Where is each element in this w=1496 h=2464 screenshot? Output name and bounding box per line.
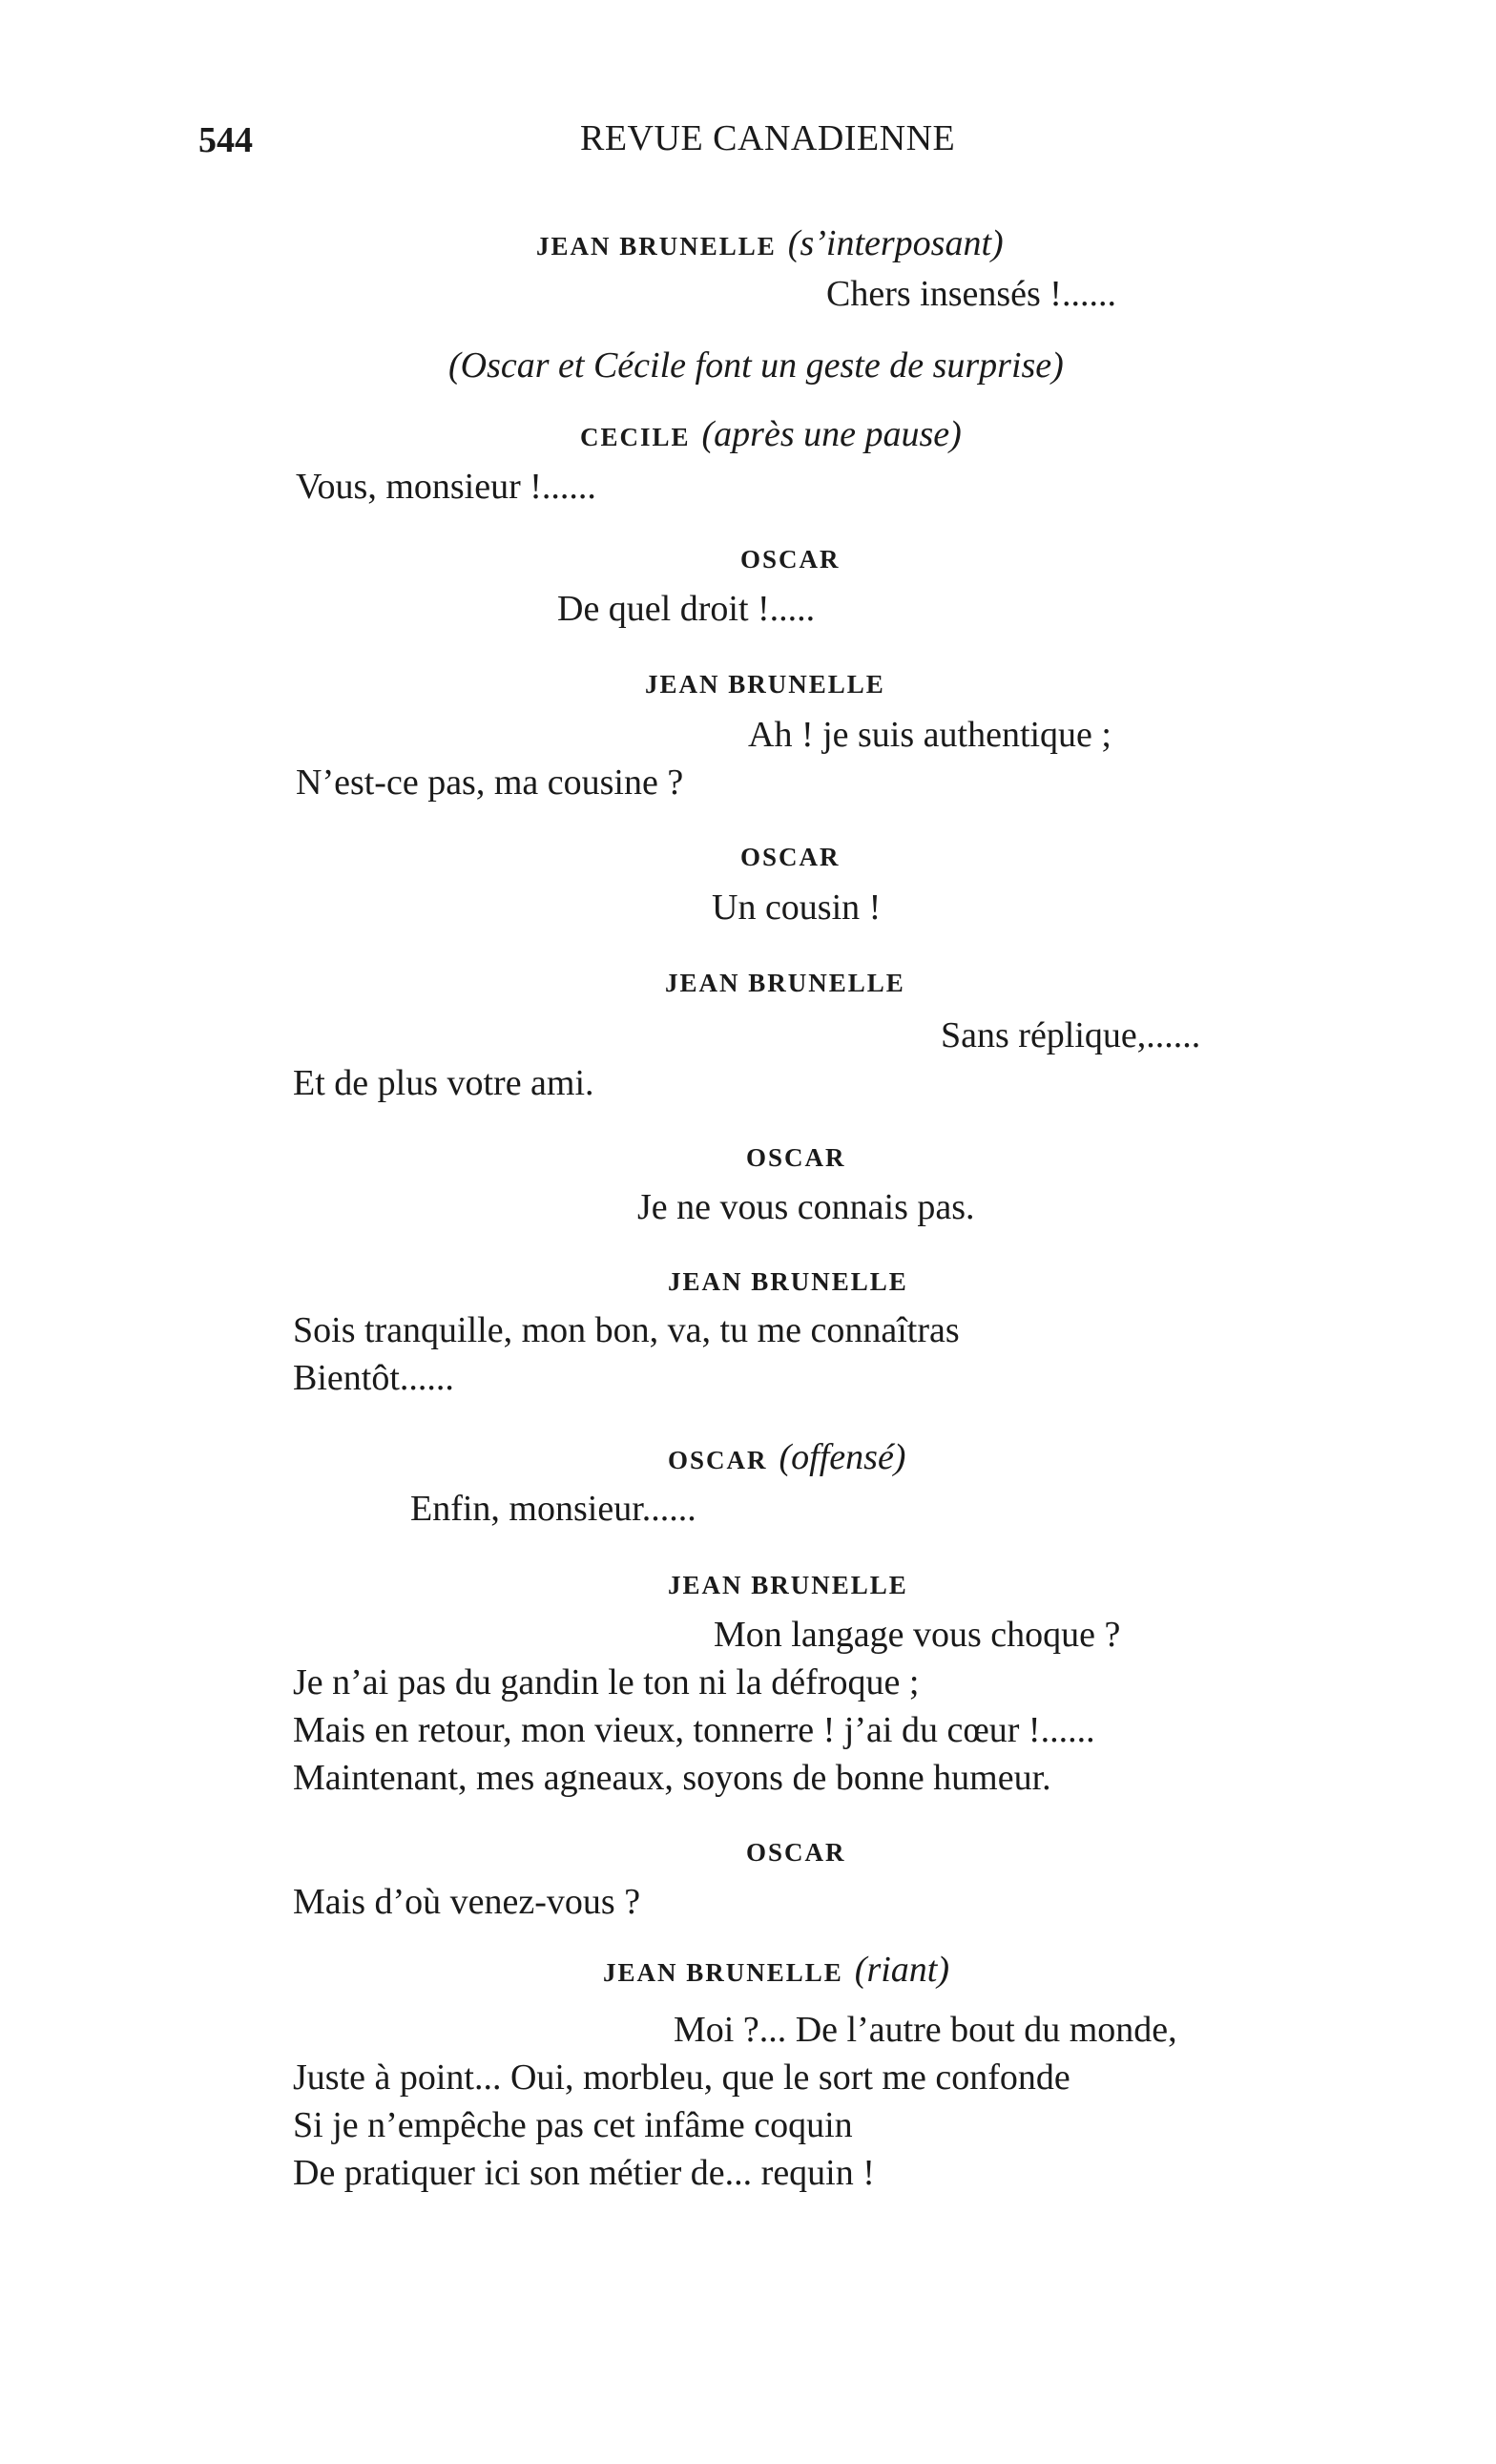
speaker-line bbox=[603, 1952, 949, 1988]
verse-line: Sois tranquille, mon bon, va, tu me connaîtras bbox=[293, 1310, 960, 1350]
verse-line: Mon langage vous choque ? bbox=[714, 1615, 1121, 1655]
speaker-name: CECILE bbox=[580, 423, 691, 451]
speaker-name: JEAN BRUNELLE bbox=[668, 1571, 908, 1599]
speaker-name: OSCAR bbox=[740, 843, 841, 871]
stage-direction: (s’interposant) bbox=[787, 223, 1004, 263]
speaker-line bbox=[580, 416, 962, 452]
speaker-name: JEAN BRUNELLE bbox=[536, 232, 777, 261]
stage-direction: (riant) bbox=[854, 1950, 950, 1990]
verse-line: Chers insensés !...... bbox=[826, 274, 1116, 314]
verse-line: Un cousin ! bbox=[712, 887, 882, 928]
speaker-name: OSCAR bbox=[740, 545, 841, 574]
verse-line: Moi ?... De l’autre bout du monde, bbox=[674, 2010, 1177, 2050]
verse-line: Bientôt...... bbox=[293, 1358, 454, 1398]
verse-line: Sans réplique,...... bbox=[941, 1015, 1201, 1055]
speaker-name: OSCAR bbox=[746, 1143, 846, 1172]
speaker-name: OSCAR bbox=[668, 1446, 768, 1474]
verse-line: Et de plus votre ami. bbox=[293, 1063, 594, 1103]
speaker-name: JEAN BRUNELLE bbox=[665, 969, 905, 997]
verse-line: Juste à point... Oui, morbleu, que le sort me confonde bbox=[293, 2057, 1070, 2098]
verse-line: Si je n’empêche pas cet infâme coquin bbox=[293, 2105, 853, 2145]
verse-line: Mais en retour, mon vieux, tonnerre ! j’ai du cœur !...... bbox=[293, 1710, 1095, 1750]
verse-line: N’est-ce pas, ma cousine ? bbox=[296, 762, 684, 803]
stage-direction: (offensé) bbox=[779, 1437, 906, 1477]
verse-line: De pratiquer ici son métier de... requin ! bbox=[293, 2153, 875, 2193]
stage-direction: (après une pause) bbox=[701, 414, 962, 454]
verse-line: Maintenant, mes agneaux, soyons de bonne humeur. bbox=[293, 1758, 1051, 1798]
stage-direction-line: (Oscar et Cécile font un geste de surprise) bbox=[448, 345, 1064, 386]
speaker-name: OSCAR bbox=[746, 1838, 846, 1867]
verse-line: Je n’ai pas du gandin le ton ni la défroque ; bbox=[293, 1662, 920, 1702]
verse-line: De quel droit !..... bbox=[557, 589, 816, 629]
speaker-name: JEAN BRUNELLE bbox=[645, 670, 885, 699]
verse-line: Vous, monsieur !...... bbox=[296, 467, 596, 507]
verse-line: Enfin, monsieur...... bbox=[410, 1489, 696, 1529]
verse-line: Ah ! je suis authentique ; bbox=[748, 715, 1112, 755]
page-number: 544 bbox=[198, 120, 253, 160]
speaker-line bbox=[536, 225, 1004, 261]
verse-line: Je ne vous connais pas. bbox=[637, 1187, 975, 1227]
speaker-line bbox=[668, 1439, 905, 1475]
speaker-name: JEAN BRUNELLE bbox=[668, 1267, 908, 1296]
verse-line: Mais d’où venez-vous ? bbox=[293, 1882, 641, 1922]
speaker-name: JEAN BRUNELLE bbox=[603, 1958, 843, 1987]
running-head: REVUE CANADIENNE bbox=[580, 118, 956, 158]
